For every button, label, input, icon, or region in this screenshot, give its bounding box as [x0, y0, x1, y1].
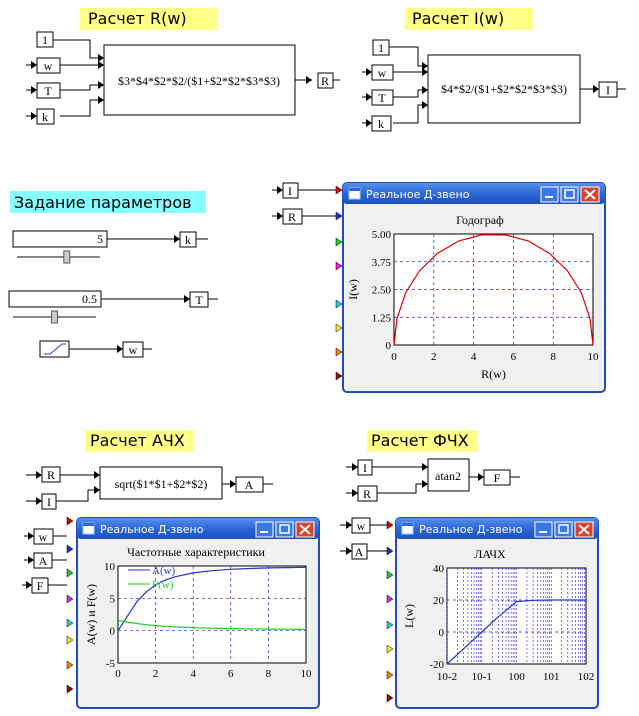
formula-text: $3*$4*$2*$2/($1+$2*$2*$3*$3)	[117, 74, 281, 88]
input-tag-label: T	[44, 84, 52, 98]
minimize-button[interactable]	[535, 522, 552, 537]
input-tag-label: R	[362, 487, 372, 501]
x-axis-label: R(w)	[481, 367, 506, 381]
legend-label: F(w)	[152, 579, 174, 591]
y-tick-label: 40	[433, 563, 444, 575]
x-tick-label: 6	[228, 668, 234, 680]
k-label: k	[185, 233, 191, 247]
formula-text: sqrt($1*$1+$2*$2)	[114, 477, 208, 491]
x-tick-label: 2	[152, 668, 159, 680]
output-tag-label: A	[244, 478, 254, 492]
x-tick-label: 8	[550, 351, 556, 363]
t-value: 0.5	[82, 292, 97, 306]
y-tick-label: 2.50	[371, 284, 391, 297]
x-tick-label: 102	[577, 671, 595, 683]
y-tick-label: 10	[104, 561, 115, 573]
input-tag-label: w	[43, 59, 53, 73]
y-tick-label: -5	[105, 658, 115, 670]
x-tick-label: 0	[391, 351, 397, 363]
ramp-source-block[interactable]	[40, 341, 69, 357]
y-tick-label: 1.25	[371, 312, 391, 325]
x-tick-label: 100	[508, 671, 525, 683]
input-tag-label: I	[288, 184, 292, 198]
input-tag-label: T	[378, 91, 386, 105]
input-tag-label: R	[46, 468, 56, 482]
output-tag-label: F	[493, 471, 501, 485]
minimize-button[interactable]	[256, 522, 273, 537]
x-tick-label: 0	[115, 668, 121, 680]
input-tag-label: w	[377, 66, 387, 80]
x-tick-label: 2	[431, 351, 437, 363]
k-slider-thumb[interactable]	[64, 251, 70, 263]
minimize-icon	[539, 531, 547, 533]
minimize-icon	[260, 531, 268, 533]
plot-area	[118, 566, 306, 663]
input-tag-label: k	[42, 110, 48, 124]
t-label: T	[195, 293, 203, 307]
y-tick-label: 0	[438, 627, 444, 639]
y-axis-label: I(w)	[346, 279, 360, 300]
input-tag-label: I	[47, 495, 51, 509]
minimize-icon	[545, 196, 553, 198]
input-tag-label: 1	[42, 33, 48, 47]
input-tag-label: k	[378, 117, 384, 131]
input-tag-label: R	[287, 210, 297, 224]
chart-title: ЛАЧХ	[474, 547, 506, 561]
input-tag-label: A	[38, 554, 48, 568]
calc-a-title: Расчет АЧХ	[90, 431, 185, 450]
t-slider-thumb[interactable]	[52, 311, 58, 323]
input-tag-label: w	[356, 519, 366, 533]
x-tick-label: 10-2	[436, 671, 458, 683]
chart-title: Годограф	[456, 213, 504, 227]
y-tick-label: 0	[385, 340, 391, 352]
window-title: Реальное Д-звено	[366, 188, 470, 201]
calc-r-title: Расчет R(w)	[88, 9, 187, 28]
window-title: Реальное Д-звено	[100, 523, 204, 536]
y-tick-label: 5	[109, 593, 115, 606]
y-tick-label: 20	[433, 595, 444, 607]
input-tag-label: w	[38, 530, 48, 544]
k-value-field[interactable]	[13, 231, 107, 247]
y-tick-label: 0	[109, 625, 115, 638]
x-tick-label: 10-1	[471, 671, 492, 683]
minimize-button[interactable]	[541, 187, 558, 202]
output-tag-label: R	[320, 74, 330, 88]
formula-text: $4*$2/($1+$2*$2*$3*$3)	[440, 82, 568, 96]
window-icon-bar	[349, 188, 360, 191]
y-tick-label: -20	[429, 659, 444, 671]
ramp-label: w	[128, 343, 138, 357]
input-tag-label: I	[363, 461, 367, 475]
formula-text: atan2	[435, 469, 461, 483]
x-tick-label: 6	[510, 351, 517, 363]
k-value: 5	[97, 232, 103, 246]
window-icon-bar	[402, 523, 413, 526]
legend-label: A(w)	[152, 565, 176, 577]
x-tick-label: 4	[190, 668, 196, 680]
window-icon-bar	[83, 523, 94, 526]
x-tick-label: 4	[470, 351, 477, 363]
x-tick-label: 8	[265, 668, 272, 680]
x-tick-label: 10	[587, 351, 599, 363]
window-title: Реальное Д-звено	[419, 523, 523, 536]
calc-f-title: Расчет ФЧХ	[371, 431, 469, 450]
x-tick-label: 10	[300, 668, 312, 680]
input-tag-label: F	[36, 579, 44, 593]
output-tag-label: I	[606, 83, 610, 97]
input-tag-label: A	[354, 545, 364, 559]
params-title: Задание параметров	[14, 193, 192, 212]
y-axis-label: A(w) и F(w)	[84, 583, 98, 646]
y-axis-label: L(w)	[402, 604, 416, 628]
y-tick-label: 5.00	[371, 229, 391, 241]
chart-title: Частотные характеристики	[127, 545, 265, 559]
x-tick-label: 101	[543, 671, 560, 683]
calc-i-title: Расчет I(w)	[412, 9, 505, 28]
input-tag-label: 1	[378, 41, 384, 55]
y-tick-label: 3.75	[371, 256, 391, 269]
